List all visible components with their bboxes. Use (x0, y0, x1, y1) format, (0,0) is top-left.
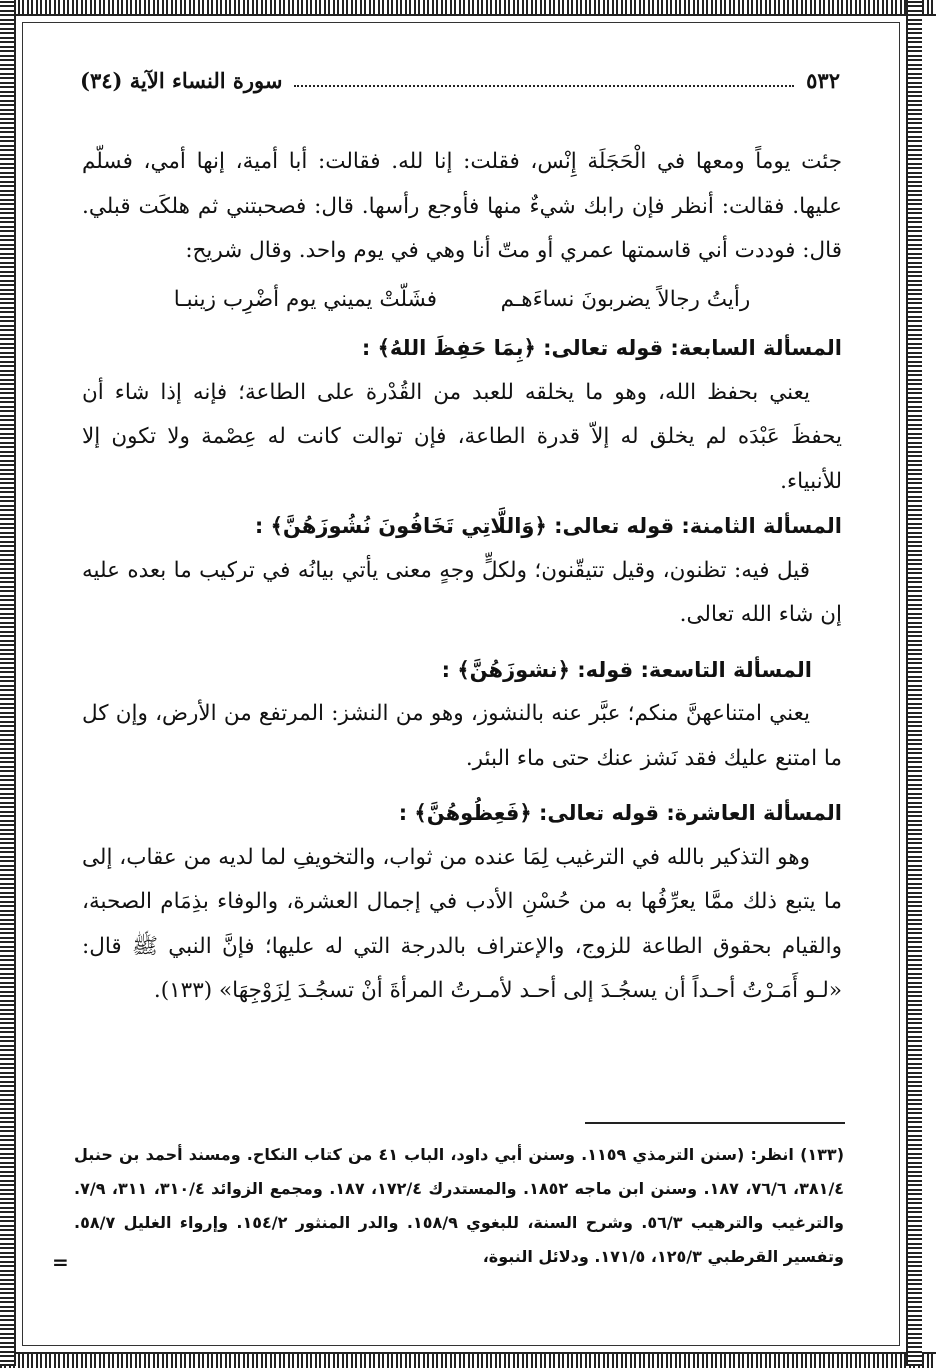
heading-issue-7: المسألة السابعة: قوله تعالى: ﴿بِمَا حَفِظَ اللهُ﴾ : (361, 336, 842, 360)
heading-issue-8: المسألة الثامنة: قوله تعالى: ﴿وَاللَّاتِي تَخَافُونَ نُشُوزَهُنَّ﴾ : (254, 514, 842, 538)
paragraph-issue-10: وهو التذكير بالله في الترغيب لِمَا عنده من ثواب، والتخويفِ لما لديه من عقاب، إلى ما يتبع ذلك ممَّا يعرِّفُها به من حُسْنِ الأدب في إجمال العشرة، والوفاء بذِمَام الصحبة، والقيام بحقوق الطاعة للزوج، والإعتراف بالدرجة التي له عليها؛ فإنَّ النبي ﷺ قال: «لـو أَمَـرْتُ أحـداً أن يسجُـدَ إلى أحـد لأمـرتُ المرأةَ أنْ تسجُـدَ لِزَوْجِهَا» (١٣٣). (82, 844, 842, 1003)
poem-verse (82, 274, 842, 327)
footnote-separator (585, 1122, 845, 1124)
verse-second-hemistich: فشَلّتْ يميني يوم أضْرِب زينبـا (173, 286, 438, 312)
border-left (0, 0, 16, 1366)
header-dots (294, 85, 794, 87)
paragraph-issue-7: يعني بحفظ الله، وهو ما يخلقه للعبد من القُدْرة على الطاعة؛ فإنه إذا شاء أن يحفظَ عَبْدَه لم يخلق له إلاّ قدرة الطاعة، فإن توالت كانت له عِصْمة ولا تكون إلا للأنبياء. (82, 379, 842, 494)
heading-issue-10: المسألة العاشرة: قوله تعالى: ﴿فَعِظُوهُنَّ﴾ : (398, 801, 842, 825)
heading-issue-9: المسألة التاسعة: قوله: ﴿نشوزَهُنَّ﴾ : (441, 657, 812, 682)
page-number: ٥٣٢ (806, 67, 840, 93)
footnote-133: (١٣٣) انظر: (سنن الترمذي ١١٥٩. وسنن أبي داود، الباب ٤١ من كتاب النكاح. ومسند أحمد بن حنبل ٣٨١/٤، ٧٦/٦، ١٨٧. وسنن ابن ماجه ١٨٥٢. والمستدرك ١٧٢/٤، ١٨٧. ومجمع الزوائد ٣١٠/٤، ٣١١، ٧/٩. والترغيب والترهيب ٥٦/٣. وشرح السنة، للبغوي ١٥٨/٩. والدر المنثور ١٥٤/٢. وإرواء الغليل ٥٨/٧. وتفسير القرطبي ١٢٥/٣، ١٧١/٥. ودلائل النبوة، (74, 1145, 845, 1266)
verse-first-hemistich: رأيتُ رجالاً يضربونَ نساءَهـم (500, 286, 751, 312)
continuation-mark: = (52, 1250, 69, 1274)
border-right (906, 0, 922, 1366)
running-header (80, 62, 840, 98)
paragraph-issue-8: قيل فيه: تظنون، وقيل تتيقّنون؛ ولكلٍّ وجهٍ معنى يأتي بيانُه في تركيب ما بعده عليه إن شاء الله تعالى. (82, 557, 842, 627)
paragraph-1: جئت يوماً ومعها في الْحَجَلَة إِنْس، فقلت: إنا لله. فقالت: أبا أمية، إنها أمي، فسلّم عليها. فقالت: أنظر فإن رابك شيءٌ منها فأوجع رأسها. قال: فصحبتني ثم هلكَت قبلي. قال: فوددت أني قاسمتها عمري أو متّ أنا وهي في يوم واحد. وقال شريح: (82, 149, 842, 263)
paragraph-issue-9: يعني امتناعهنَّ منكم؛ عبَّر عنه بالنشوز، وهو من النشز: المرتفع من الأرض، وإن كل ما امتنع عليك فقد نَشز عنك حتى ماء البئر. (82, 701, 842, 771)
footnotes (74, 1138, 844, 1274)
header-title: سورة النساء الآية (٣٤) (80, 67, 283, 93)
main-text (82, 140, 842, 1014)
border-top (0, 0, 936, 16)
